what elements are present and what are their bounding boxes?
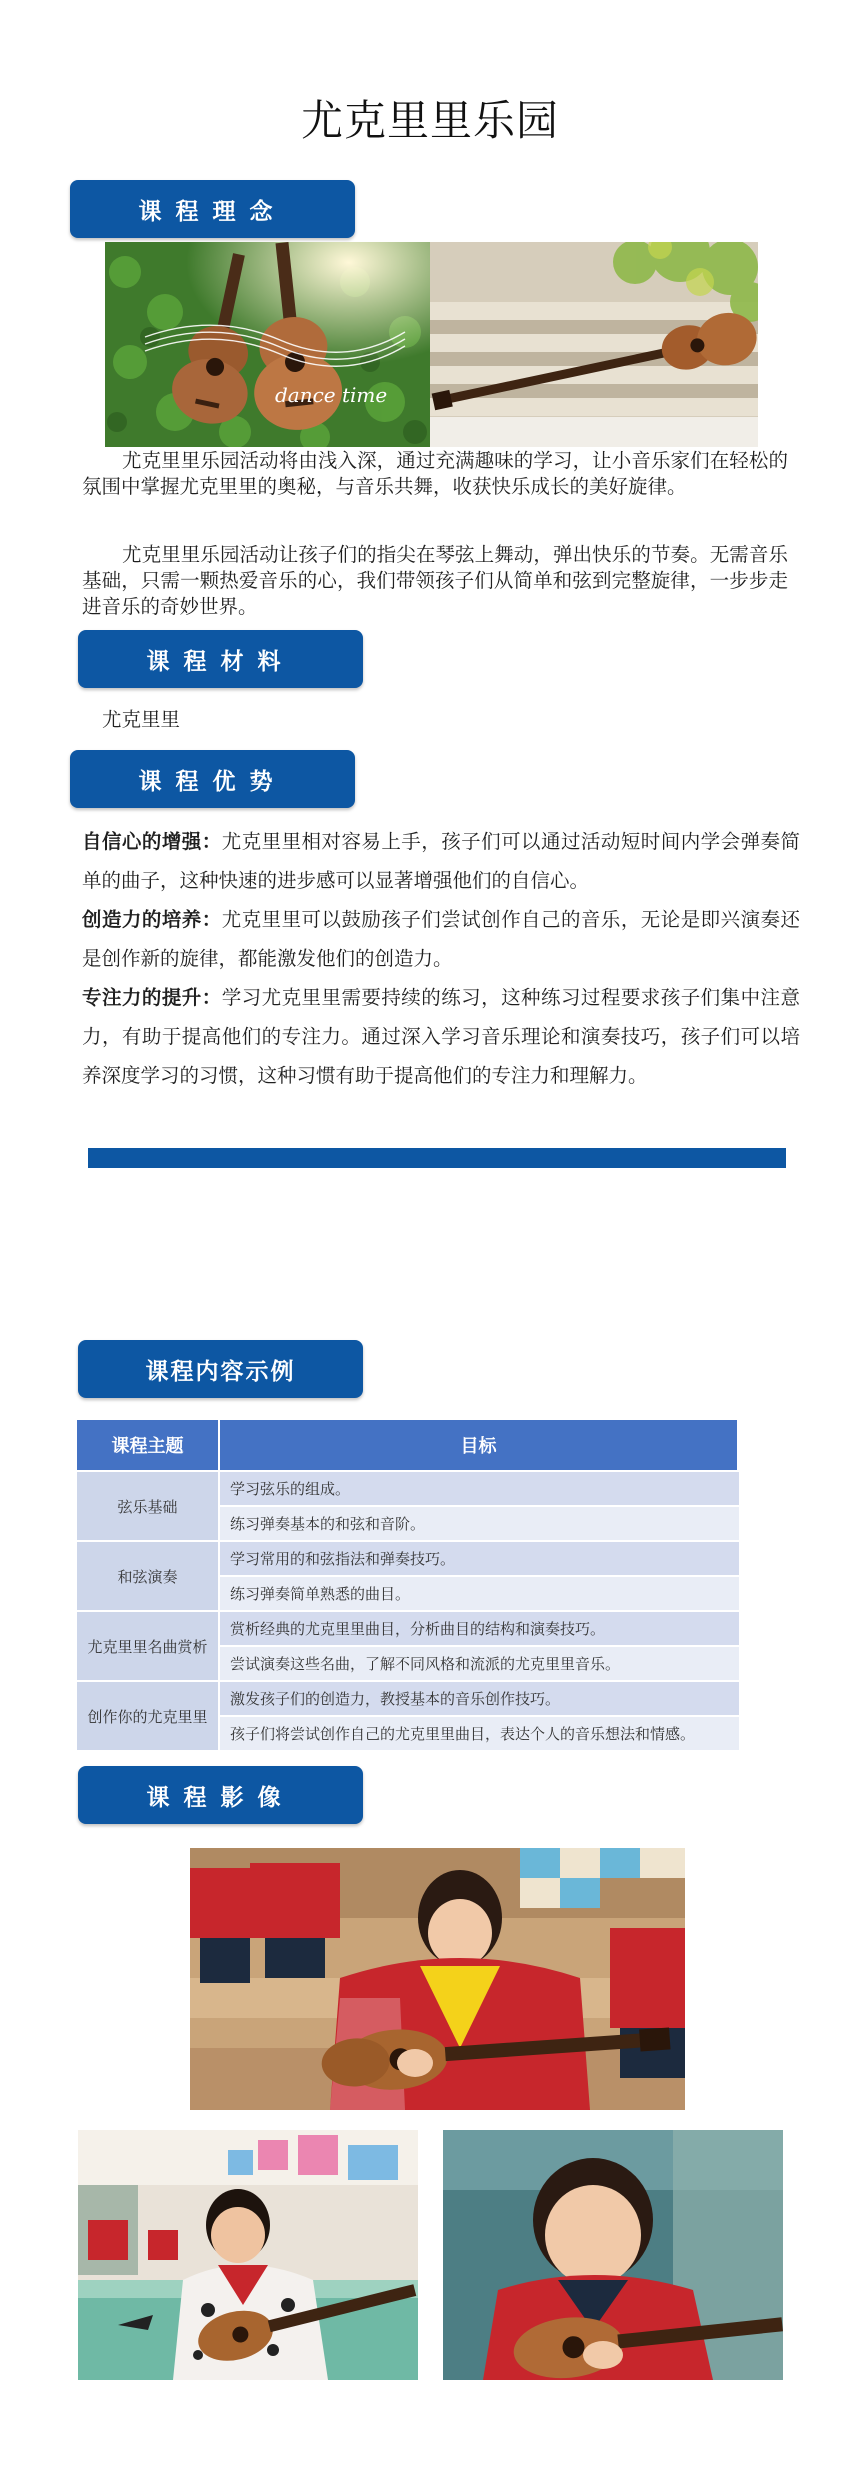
course-content-table [77,1418,739,1752]
photo-dance-time-text: dance time [275,383,388,407]
section-tab-materials: 课程材料 [78,630,363,688]
table-topic-cell: 尤克里里名曲赏析 [77,1612,220,1680]
table-row [77,1682,739,1715]
table-goal-cell: 尝试演奏这些名曲，了解不同风格和流派的尤克里里音乐。 [220,1647,739,1680]
photo-boy-playing-ukulele [78,2130,418,2380]
table-goal-cell: 练习弹奏基本的和弦和音阶。 [220,1507,739,1540]
section-tab-gallery: 课程影像 [78,1766,363,1824]
table-goal-cell: 学习弦乐的组成。 [220,1472,739,1505]
table-goal-cell: 练习弹奏简单熟悉的曲目。 [220,1577,739,1610]
table-goal-cell: 学习常用的和弦指法和弹奏技巧。 [220,1542,739,1575]
advantage-label: 创造力的培养： [82,908,222,931]
divider-bar [88,1148,786,1168]
materials-text: 尤克里里 [102,708,181,731]
advantage-text: 学习尤克里里需要持续的练习，这种练习过程要求孩子们集中注意力，有助于提高他们的专注力。通过深入学习音乐理论和演奏技巧，孩子们可以培养深度学习的习惯，这种习惯有助于提高他们的专注力和理解力。 [82,986,800,1087]
photo-girl-playing-ukulele [190,1848,685,2110]
concept-paragraph-1: 尤克里里乐园活动将由浅入深，通过充满趣味的学习，让小音乐家们在轻松的氛围中掌握尤克里里的奥秘，与音乐共舞，收获快乐成长的美好旋律。 [82,449,788,498]
advantage-label: 自信心的增强： [82,830,222,853]
concept-paragraph-2: 尤克里里乐园活动让孩子们的指尖在琴弦上舞动，弹出快乐的节奏。无需音乐基础，只需一颗热爱音乐的心，我们带领孩子们从简单和弦到完整旋律，一步步走进音乐的奇妙世界。 [82,543,788,618]
table-row [77,1542,739,1575]
advantage-item-creativity [82,900,800,978]
photo-ukuleles-on-clover [105,242,430,447]
table-goal-cell: 激发孩子们的创造力，教授基本的音乐创作技巧。 [220,1682,739,1715]
advantage-text: 尤克里里可以鼓励孩子们尝试创作自己的音乐，无论是即兴演奏还是创作新的旋律，都能激发他们的创造力。 [82,908,800,970]
section-tab-content: 课程内容示例 [78,1340,363,1398]
table-goal-cell: 赏析经典的尤克里里曲目，分析曲目的结构和演奏技巧。 [220,1612,739,1645]
page-title: 尤克里里乐园 [300,96,559,145]
table-topic-cell: 和弦演奏 [77,1542,220,1610]
table-header-topic: 课程主题 [77,1420,220,1470]
table-header-goal: 目标 [220,1420,739,1470]
table-goal-cell: 孩子们将尝试创作自己的尤克里里曲目，表达个人的音乐想法和情感。 [220,1717,739,1750]
advantage-item-confidence [82,822,800,900]
photo-ukulele-on-steps [430,242,758,447]
table-topic-cell: 弦乐基础 [77,1472,220,1540]
section-tab-advantages: 课程优势 [70,750,355,808]
table-topic-cell: 创作你的尤克里里 [77,1682,220,1750]
photo-girl-closeup-ukulele [443,2130,783,2380]
advantage-item-focus [82,978,800,1095]
advantage-text: 尤克里里相对容易上手，孩子们可以通过活动短时间内学会弹奏简单的曲子，这种快速的进步感可以显著增强他们的自信心。 [82,830,800,892]
table-row [77,1612,739,1645]
advantage-label: 专注力的提升： [82,986,222,1009]
table-header-row [77,1420,739,1470]
section-tab-concept: 课程理念 [70,180,355,238]
table-row [77,1472,739,1505]
